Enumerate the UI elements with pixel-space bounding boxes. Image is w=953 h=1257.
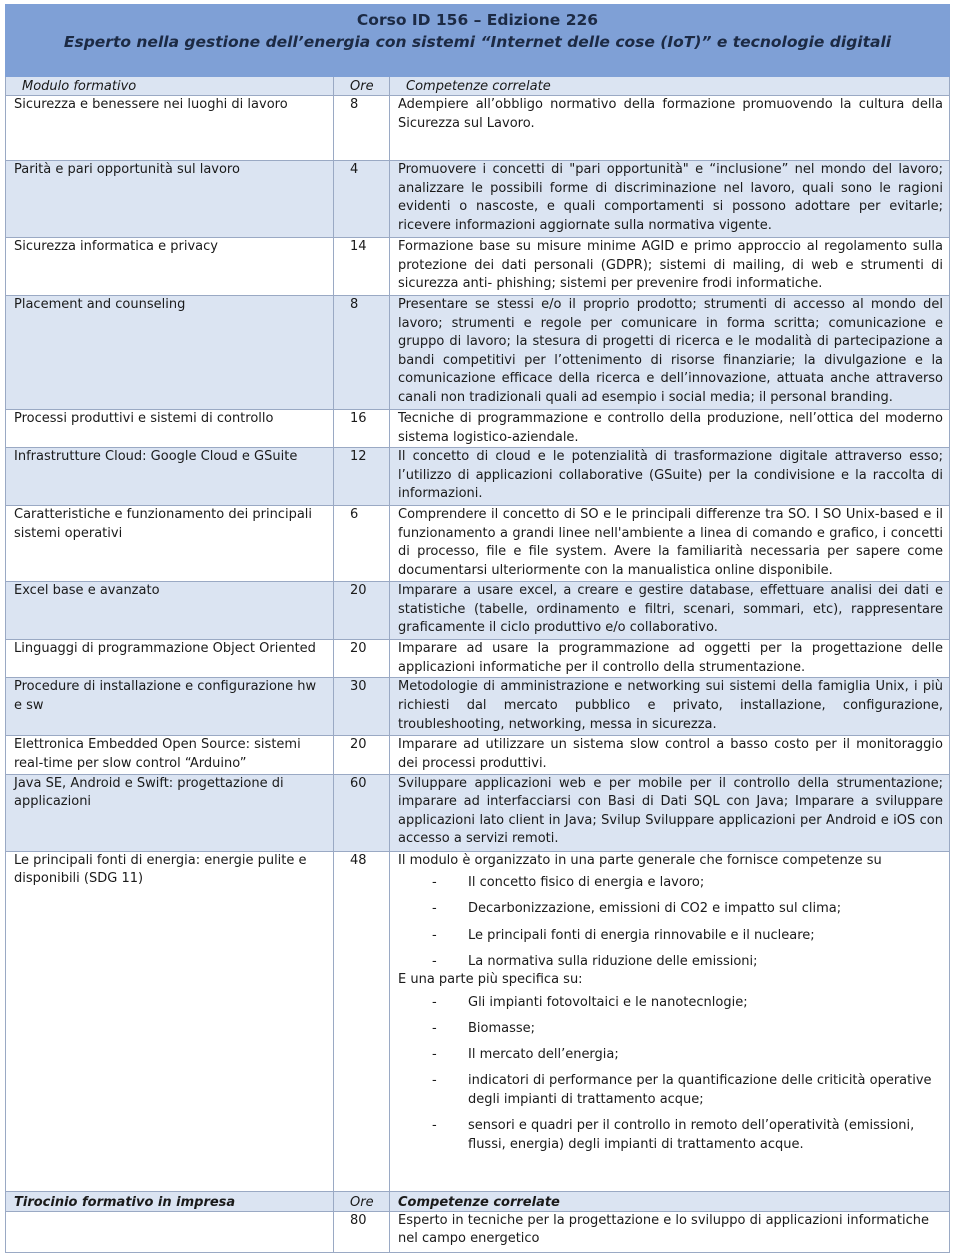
module-row bbox=[6, 448, 950, 506]
internship-competences: Esperto in tecniche per la progettazione e lo sviluppo di applicazioni informatiche nel campo energetico bbox=[390, 1211, 950, 1252]
module-competences: Il concetto di cloud e le potenzialità di trasformazione digitale attraverso esso; l’utilizzo di applicazioni collaborative (GSuite) per la condivisione e la raccolta di informazioni. bbox=[390, 448, 950, 506]
module-name: Elettronica Embedded Open Source: sistemi real-time per slow control “Arduino” bbox=[6, 736, 334, 774]
title-row bbox=[6, 5, 950, 77]
internship-header-competenze: Competenze correlate bbox=[390, 1191, 950, 1211]
module-hours: 48 bbox=[334, 851, 390, 1191]
module-name: Java SE, Android e Swift: progettazione di applicazioni bbox=[6, 774, 334, 851]
course-table bbox=[5, 4, 950, 1253]
list-item-text: Le principali fonti di energia rinnovabile e il nucleare; bbox=[468, 927, 815, 943]
dash-bullet: - bbox=[432, 901, 437, 917]
energy-specific-intro: E una parte più specifica su: bbox=[398, 972, 583, 988]
list-item bbox=[398, 927, 943, 946]
module-competences: Metodologie di amministrazione e networking sui sistemi della famiglia Unix, i più richiesti dal mercato pubblico e privato, installazione, configurazione, troubleshooting, networking, messa in sicurezza. bbox=[390, 678, 950, 736]
module-competences: Presentare se stessi e/o il proprio prodotto; strumenti di accesso al mondo del lavoro; strumenti e regole per comunicare in forma scritta; comunicazione e gruppo di lavoro; la stesura di progetti di ricerca e le modalità di partecipazione a bandi competitivi per l’ottenimento di risorse finanziarie; la divulgazione e la comunicazione efficace della ricerca e dell’innovazione, attuata anche attraverso canali non tradizionali quali ad esempio i social media; il personal branding. bbox=[390, 296, 950, 410]
module-row bbox=[6, 296, 950, 410]
list-item bbox=[398, 1117, 943, 1154]
module-name: Le principali fonti di energia: energie pulite e disponibili (SDG 11) bbox=[6, 851, 334, 1191]
list-item bbox=[398, 1072, 943, 1109]
dash-bullet: - bbox=[432, 994, 437, 1010]
dash-bullet: - bbox=[432, 1118, 437, 1134]
dash-bullet: - bbox=[432, 1021, 437, 1037]
specific-topics-list bbox=[398, 994, 943, 1155]
course-title: Corso ID 156 – Edizione 226 bbox=[356, 11, 599, 29]
list-item bbox=[398, 874, 943, 893]
list-item-text: sensori e quadri per il controllo in remoto dell’operatività (emissioni, flussi, energia) degli impianti di trattamento acque. bbox=[468, 1118, 915, 1152]
module-row bbox=[6, 640, 950, 678]
module-competences: Formazione base su misure minime AGID e primo approccio al regolamento sulla protezione dei dati personali (GDPR); sistemi di mailing, di web e strumenti di sicurezza anti- phishing; sistemi per prevenire frodi informatiche. bbox=[390, 238, 950, 296]
module-hours: 20 bbox=[334, 640, 390, 678]
module-name: Linguaggi di programmazione Object Oriented bbox=[6, 640, 334, 678]
module-hours: 4 bbox=[334, 161, 390, 238]
course-subtitle: Esperto nella gestione dell’energia con sistemi “Internet delle cose (IoT)” e tecnologie digitali bbox=[63, 33, 892, 51]
list-item bbox=[398, 1046, 943, 1065]
module-row bbox=[6, 161, 950, 238]
list-item-text: Il mercato dell’energia; bbox=[468, 1047, 619, 1063]
module-competences: Imparare ad usare la programmazione ad oggetti per la progettazione delle applicazioni informatiche per il controllo della strumentazione. bbox=[390, 640, 950, 678]
module-row bbox=[6, 506, 950, 582]
column-header-row bbox=[6, 77, 950, 96]
module-name: Sicurezza e benessere nei luoghi di lavoro bbox=[6, 96, 334, 161]
list-item bbox=[398, 1020, 943, 1039]
module-hours: 20 bbox=[334, 736, 390, 774]
module-row bbox=[6, 238, 950, 296]
module-name: Sicurezza informatica e privacy bbox=[6, 238, 334, 296]
energy-intro: Il modulo è organizzato in una parte generale che fornisce competenze su bbox=[398, 852, 882, 868]
module-row bbox=[6, 96, 950, 161]
energy-module-row bbox=[6, 851, 950, 1191]
module-row bbox=[6, 678, 950, 736]
module-competences: Imparare ad utilizzare un sistema slow control a basso costo per il monitoraggio dei processi produttivi. bbox=[390, 736, 950, 774]
module-competences: Comprendere il concetto di SO e le principali differenze tra SO. I SO Unix-based e il funzionamento a grandi linee nell'ambiente a linea di comando e grafico, i concetti di processo, file e file system. Avere la familiarità necessaria per sapere come documentarsi ulteriormente con la manualistica online disponibile. bbox=[390, 506, 950, 582]
module-row bbox=[6, 582, 950, 640]
list-item-text: Gli impianti fotovoltaici e le nanotecnlogie; bbox=[468, 994, 748, 1010]
module-hours: 12 bbox=[334, 448, 390, 506]
module-name: Placement and counseling bbox=[6, 296, 334, 410]
column-header-ore: Ore bbox=[334, 77, 390, 96]
module-row bbox=[6, 410, 950, 448]
dash-bullet: - bbox=[432, 1047, 437, 1063]
dash-bullet: - bbox=[432, 1073, 437, 1089]
list-item bbox=[398, 953, 943, 972]
module-hours: 20 bbox=[334, 582, 390, 640]
internship-row bbox=[6, 1211, 950, 1252]
module-competences: Promuovere i concetti di "pari opportunità" e “inclusione” nel mondo del lavoro; analizzare le possibili forme di discriminazione nel lavoro, quali sono le ragioni evidenti o nascoste, e quali comportamenti si possono adottare per evitarle; ricevere informazioni aggiornate sulla normativa vigente. bbox=[390, 161, 950, 238]
dash-bullet: - bbox=[432, 875, 437, 891]
module-competences: Imparare a usare excel, a creare e gestire database, effettuare analisi dei dati e statistiche (tabelle, ordinamento e filtri, scenari, sommari, etc), rappresentare graficamente il ciclo produttivo e/o collaborativo. bbox=[390, 582, 950, 640]
module-hours: 14 bbox=[334, 238, 390, 296]
column-header-modulo: Modulo formativo bbox=[6, 77, 334, 96]
module-name: Processi produttivi e sistemi di controllo bbox=[6, 410, 334, 448]
list-item-text: Il concetto fisico di energia e lavoro; bbox=[468, 875, 705, 891]
internship-header-ore: Ore bbox=[334, 1191, 390, 1211]
list-item-text: Biomasse; bbox=[468, 1021, 536, 1037]
module-hours: 60 bbox=[334, 774, 390, 851]
module-competences: Adempiere all’obbligo normativo della formazione promuovendo la cultura della Sicurezza sul Lavoro. bbox=[390, 96, 950, 161]
list-item bbox=[398, 994, 943, 1013]
module-competences: Sviluppare applicazioni web e per mobile per il controllo della strumentazione; imparare ad interfacciarsi con Basi di Dati SQL con Java; Imparare a sviluppare applicazioni lato client in Java; Svilup Sviluppare applicazioni per Android e iOS con accesso a servizi remoti. bbox=[390, 774, 950, 851]
module-row bbox=[6, 774, 950, 851]
title-cell bbox=[6, 5, 950, 77]
dash-bullet: - bbox=[432, 927, 437, 943]
list-item-text: Decarbonizzazione, emissioni di CO2 e impatto sul clima; bbox=[468, 901, 842, 917]
list-item-text: La normativa sulla riduzione delle emissioni; bbox=[468, 953, 758, 969]
internship-hours: 80 bbox=[334, 1211, 390, 1252]
module-name: Infrastrutture Cloud: Google Cloud e GSuite bbox=[6, 448, 334, 506]
general-topics-list bbox=[398, 874, 943, 971]
internship-header-modulo: Tirocinio formativo in impresa bbox=[6, 1191, 334, 1211]
course-table-container bbox=[5, 4, 949, 1253]
internship-name bbox=[6, 1211, 334, 1252]
column-header-competenze: Competenze correlate bbox=[390, 77, 950, 96]
module-hours: 16 bbox=[334, 410, 390, 448]
module-name: Caratteristiche e funzionamento dei principali sistemi operativi bbox=[6, 506, 334, 582]
module-hours: 8 bbox=[334, 296, 390, 410]
module-hours: 8 bbox=[334, 96, 390, 161]
internship-header-row bbox=[6, 1191, 950, 1211]
module-name: Excel base e avanzato bbox=[6, 582, 334, 640]
list-item bbox=[398, 900, 943, 919]
dash-bullet: - bbox=[432, 953, 437, 969]
module-hours: 30 bbox=[334, 678, 390, 736]
module-competences: Tecniche di programmazione e controllo della produzione, nell’ottica del moderno sistema logistico-aziendale. bbox=[390, 410, 950, 448]
module-row bbox=[6, 736, 950, 774]
list-item-text: indicatori di performance per la quantificazione delle criticità operative degli impianti di trattamento acque; bbox=[468, 1073, 932, 1108]
module-name: Parità e pari opportunità sul lavoro bbox=[6, 161, 334, 238]
module-hours: 6 bbox=[334, 506, 390, 582]
module-competences bbox=[390, 851, 950, 1191]
module-name: Procedure di installazione e configurazione hw e sw bbox=[6, 678, 334, 736]
